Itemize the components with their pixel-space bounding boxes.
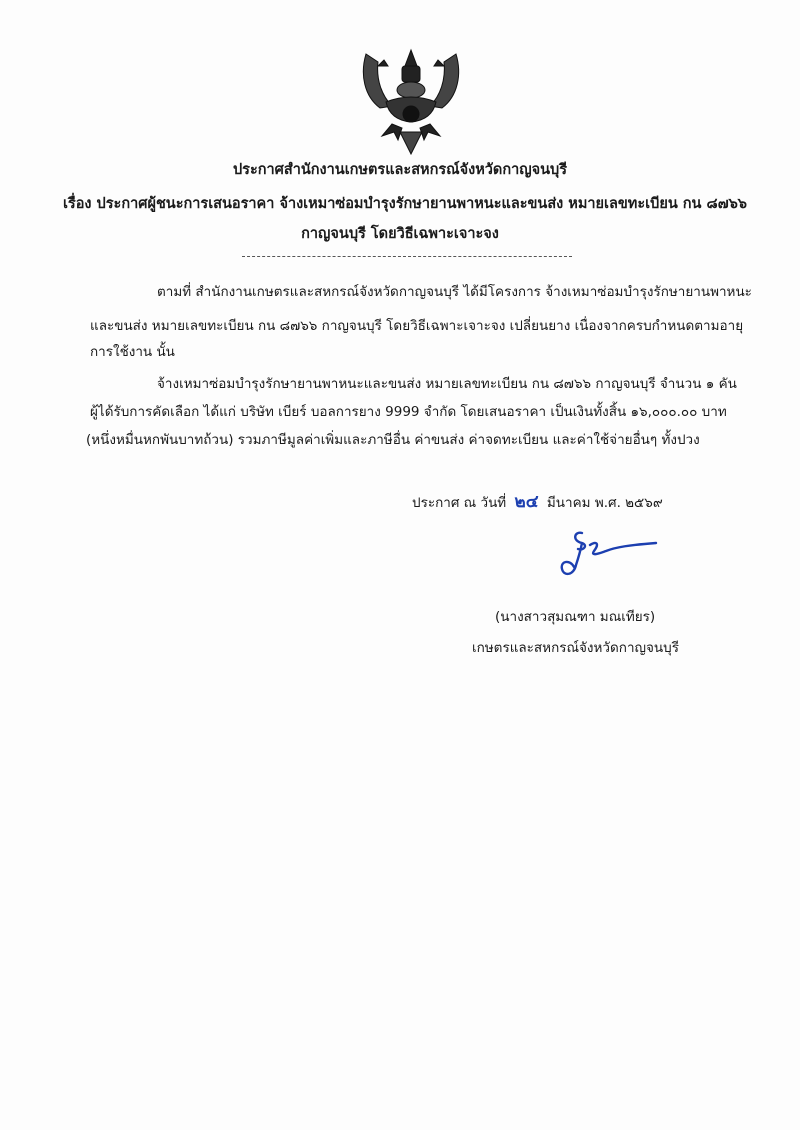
body-paragraph-1-line-1: ตามที่ สำนักงานเกษตรและสหกรณ์จังหวัดกาญจนบุรี ได้มีโครงการ จ้างเหมาซ่อมบำรุงรักษายานพาหนะ: [157, 284, 752, 300]
announcement-date: [412, 488, 663, 515]
date-day-handwritten: ๒๔: [514, 492, 539, 512]
signatory-name: (นางสาวสุมณฑา มณเทียร): [495, 609, 656, 625]
signatory-position: เกษตรและสหกรณ์จังหวัดกาญจนบุรี: [472, 640, 679, 656]
handwritten-signature-icon: [560, 525, 660, 585]
divider-line: [242, 256, 572, 257]
body-paragraph-1-line-2: และขนส่ง หมายเลขทะเบียน กน ๘๗๖๖ กาญจนบุรี โดยวิธีเฉพาะเจาะจง เปลี่ยนยาง เนื่องจากครบกำหนดตามอายุ: [90, 318, 744, 334]
announcement-subject-continued: กาญจนบุรี โดยวิธีเฉพาะเจาะจง: [301, 226, 499, 242]
date-prefix: ประกาศ ณ วันที่: [412, 495, 507, 511]
body-paragraph-1-line-3: การใช้งาน นั้น: [90, 344, 175, 360]
date-suffix: มีนาคม พ.ศ. ๒๕๖๙: [546, 495, 663, 511]
announcement-title: ประกาศสำนักงานเกษตรและสหกรณ์จังหวัดกาญจนบุรี: [232, 162, 568, 178]
body-paragraph-2-line-1: จ้างเหมาซ่อมบำรุงรักษายานพาหนะและขนส่ง หมายเลขทะเบียน กน ๘๗๖๖ กาญจนบุรี จำนวน ๑ คัน: [157, 376, 737, 392]
body-paragraph-2-line-3: (หนึ่งหมื่นหกพันบาทถ้วน) รวมภาษีมูลค่าเพิ่มและภาษีอื่น ค่าขนส่ง ค่าจดทะเบียน และค่าใช้จ่ายอื่นๆ ทั้งปวง: [86, 432, 700, 448]
body-paragraph-2-line-2: ผู้ได้รับการคัดเลือก ได้แก่ บริษัท เบียร์ บอลการยาง 9999 จำกัด โดยเสนอราคา เป็นเงินทั้งสิ้น ๑๖,๐๐๐.๐๐ บาท: [90, 404, 727, 420]
announcement-subject: เรื่อง ประกาศผู้ชนะการเสนอราคา จ้างเหมาซ่อมบำรุงรักษายานพาหนะและขนส่ง หมายเลขทะเบียน กน ๘๗๖๖: [62, 196, 748, 212]
garuda-emblem-icon: [358, 44, 464, 156]
